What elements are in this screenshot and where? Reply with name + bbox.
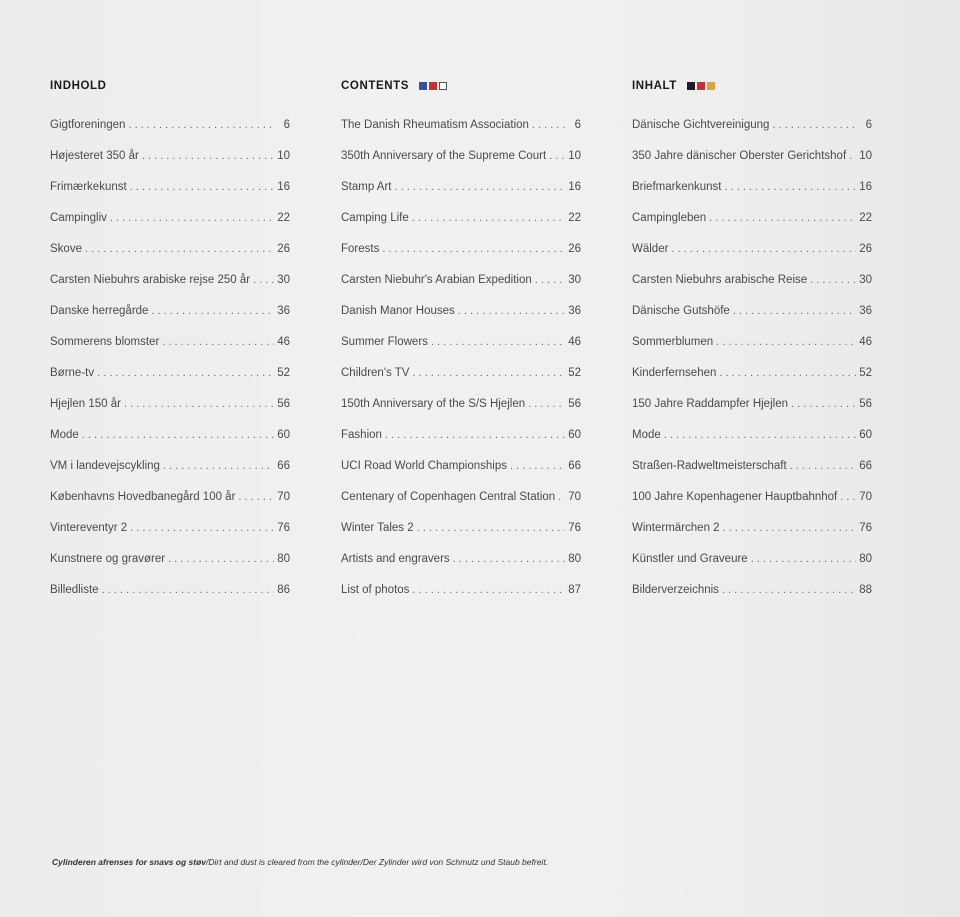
dot-leader bbox=[142, 150, 274, 162]
entry-page-number: 10 bbox=[277, 149, 290, 162]
dot-leader bbox=[719, 367, 856, 379]
dot-leader bbox=[840, 491, 856, 503]
entry-title: Gigtforeningen bbox=[50, 118, 126, 131]
toc-entry bbox=[341, 419, 581, 450]
entry-page-number: 66 bbox=[859, 459, 872, 472]
dot-leader bbox=[453, 553, 566, 565]
entry-title: Summer Flowers bbox=[341, 335, 428, 348]
entry-page-number: 26 bbox=[277, 242, 290, 255]
color-square bbox=[439, 82, 447, 90]
entry-title: Kunstnere og gravører bbox=[50, 552, 166, 565]
entry-title: Børne-tv bbox=[50, 366, 95, 379]
dot-leader bbox=[253, 274, 274, 286]
entry-title: Wälder bbox=[632, 242, 669, 255]
toc-entry bbox=[341, 295, 581, 326]
color-square bbox=[429, 82, 437, 90]
entry-title: The Danish Rheumatism Association bbox=[341, 118, 529, 131]
dot-leader bbox=[162, 336, 274, 348]
toc-entry bbox=[50, 264, 290, 295]
entry-page-number: 88 bbox=[859, 583, 872, 596]
toc-entry bbox=[632, 357, 872, 388]
toc-entry bbox=[50, 543, 290, 574]
entry-page-number: 60 bbox=[568, 428, 581, 441]
dot-leader bbox=[82, 429, 274, 441]
entry-title: Winter Tales 2 bbox=[341, 521, 414, 534]
dot-leader bbox=[532, 119, 566, 131]
dot-leader bbox=[97, 367, 274, 379]
toc-entry bbox=[50, 481, 290, 512]
entry-title: Children's TV bbox=[341, 366, 410, 379]
entry-title: Billedliste bbox=[50, 583, 99, 596]
entry-title: Fashion bbox=[341, 428, 382, 441]
column-heading bbox=[341, 78, 581, 94]
toc-entry bbox=[50, 450, 290, 481]
toc-entry bbox=[341, 140, 581, 171]
toc-entry bbox=[341, 388, 581, 419]
entry-page-number: 10 bbox=[859, 149, 872, 162]
flag-color-squares bbox=[419, 82, 447, 90]
toc-entry bbox=[632, 326, 872, 357]
entry-page-number: 56 bbox=[859, 397, 872, 410]
dot-leader bbox=[535, 274, 565, 286]
dot-leader bbox=[168, 553, 274, 565]
dot-leader bbox=[791, 398, 856, 410]
toc-entry bbox=[341, 512, 581, 543]
entry-title: Sommerblumen bbox=[632, 335, 714, 348]
dot-leader bbox=[163, 460, 274, 472]
toc-entry bbox=[632, 450, 872, 481]
entry-page-number: 80 bbox=[568, 552, 581, 565]
dot-leader bbox=[238, 491, 274, 503]
entry-page-number: 70 bbox=[568, 490, 581, 503]
toc-column-contents bbox=[341, 78, 581, 605]
footer-note-translations: /Dirt and dust is cleared from the cylinder/Der Zylinder wird von Schmutz und Staub befreit. bbox=[206, 857, 549, 867]
toc-entry bbox=[632, 233, 872, 264]
entry-page-number: 70 bbox=[859, 490, 872, 503]
entry-title: Campingleben bbox=[632, 211, 707, 224]
entry-page-number: 52 bbox=[568, 366, 581, 379]
dot-leader bbox=[724, 181, 856, 193]
toc-entry bbox=[50, 295, 290, 326]
dot-leader bbox=[849, 150, 856, 162]
dot-leader bbox=[751, 553, 857, 565]
entry-title: Artists and engravers bbox=[341, 552, 450, 565]
entry-page-number: 80 bbox=[277, 552, 290, 565]
toc-entry bbox=[341, 202, 581, 233]
toc-entry bbox=[50, 357, 290, 388]
entry-title: List of photos bbox=[341, 583, 410, 596]
dot-leader bbox=[716, 336, 856, 348]
entry-page-number: 22 bbox=[568, 211, 581, 224]
entry-page-number: 46 bbox=[859, 335, 872, 348]
toc-entry bbox=[632, 140, 872, 171]
color-square bbox=[697, 82, 705, 90]
toc-entry bbox=[341, 481, 581, 512]
dot-leader bbox=[110, 212, 274, 224]
color-square bbox=[419, 82, 427, 90]
entry-page-number: 70 bbox=[277, 490, 290, 503]
dot-leader bbox=[772, 119, 857, 131]
dot-leader bbox=[709, 212, 856, 224]
column-heading bbox=[50, 78, 290, 94]
toc-entry bbox=[341, 543, 581, 574]
toc-entry bbox=[632, 388, 872, 419]
toc-entry bbox=[50, 233, 290, 264]
entry-title: Centenary of Copenhagen Central Station bbox=[341, 490, 556, 503]
toc-entry bbox=[632, 419, 872, 450]
dot-leader bbox=[810, 274, 856, 286]
toc-entry bbox=[50, 512, 290, 543]
toc-entry bbox=[341, 450, 581, 481]
entry-title: Frimærkekunst bbox=[50, 180, 127, 193]
entry-page-number: 6 bbox=[283, 118, 290, 131]
entry-title: UCI Road World Championships bbox=[341, 459, 507, 472]
dot-leader bbox=[510, 460, 565, 472]
dot-leader bbox=[549, 150, 565, 162]
dot-leader bbox=[431, 336, 565, 348]
entry-title: Campingliv bbox=[50, 211, 107, 224]
dot-leader bbox=[102, 584, 275, 596]
toc-entry bbox=[341, 326, 581, 357]
toc-entry bbox=[341, 357, 581, 388]
entry-page-number: 86 bbox=[277, 583, 290, 596]
entry-title: Københavns Hovedbanegård 100 år bbox=[50, 490, 236, 503]
entry-title: Carsten Niebuhr's Arabian Expedition bbox=[341, 273, 532, 286]
entry-title: 150 Jahre Raddampfer Hjejlen bbox=[632, 397, 788, 410]
entry-title: 350th Anniversary of the Supreme Court bbox=[341, 149, 547, 162]
toc-entry bbox=[50, 419, 290, 450]
entry-page-number: 26 bbox=[568, 242, 581, 255]
color-square bbox=[707, 82, 715, 90]
entry-page-number: 52 bbox=[859, 366, 872, 379]
entry-page-number: 22 bbox=[859, 211, 872, 224]
dot-leader bbox=[558, 491, 565, 503]
toc-entry bbox=[632, 109, 872, 140]
toc-entry bbox=[341, 233, 581, 264]
entry-title: Straßen-Radweltmeisterschaft bbox=[632, 459, 787, 472]
entry-title: Carsten Niebuhrs arabiske rejse 250 år bbox=[50, 273, 251, 286]
column-heading-text: INHALT bbox=[632, 80, 677, 92]
entry-title: Mode bbox=[632, 428, 661, 441]
entry-title: Mode bbox=[50, 428, 79, 441]
dot-leader bbox=[385, 429, 565, 441]
dot-leader bbox=[130, 522, 274, 534]
toc-entry bbox=[632, 202, 872, 233]
toc-entry bbox=[341, 574, 581, 605]
entry-title: Sommerens blomster bbox=[50, 335, 160, 348]
entry-title: Danske herregårde bbox=[50, 304, 149, 317]
toc-entry bbox=[632, 512, 872, 543]
entry-page-number: 10 bbox=[568, 149, 581, 162]
toc-entry bbox=[50, 202, 290, 233]
entry-page-number: 56 bbox=[277, 397, 290, 410]
dot-leader bbox=[412, 584, 565, 596]
toc-entry bbox=[50, 109, 290, 140]
entry-page-number: 60 bbox=[277, 428, 290, 441]
entry-page-number: 30 bbox=[859, 273, 872, 286]
entry-page-number: 30 bbox=[277, 273, 290, 286]
toc-entry bbox=[632, 295, 872, 326]
entry-title: Briefmarkenkunst bbox=[632, 180, 722, 193]
dot-leader bbox=[151, 305, 274, 317]
entry-title: Carsten Niebuhrs arabische Reise bbox=[632, 273, 808, 286]
dot-leader bbox=[417, 522, 566, 534]
toc-column-inhalt bbox=[632, 78, 872, 605]
entry-page-number: 76 bbox=[859, 521, 872, 534]
toc-entry bbox=[632, 171, 872, 202]
entry-page-number: 56 bbox=[568, 397, 581, 410]
entry-page-number: 16 bbox=[277, 180, 290, 193]
entry-page-number: 66 bbox=[568, 459, 581, 472]
dot-leader bbox=[790, 460, 857, 472]
entry-page-number: 16 bbox=[568, 180, 581, 193]
entry-page-number: 46 bbox=[568, 335, 581, 348]
entry-page-number: 6 bbox=[574, 118, 581, 131]
entry-title: Wintermärchen 2 bbox=[632, 521, 720, 534]
entry-title: 150th Anniversary of the S/S Hjejlen bbox=[341, 397, 526, 410]
entry-title: Bilderverzeichnis bbox=[632, 583, 719, 596]
toc-column-indhold bbox=[50, 78, 290, 605]
dot-leader bbox=[124, 398, 274, 410]
entry-page-number: 30 bbox=[568, 273, 581, 286]
entry-page-number: 87 bbox=[568, 583, 581, 596]
toc-entry bbox=[632, 574, 872, 605]
dot-leader bbox=[412, 212, 565, 224]
dot-leader bbox=[664, 429, 856, 441]
entry-title: Dänische Gichtvereinigung bbox=[632, 118, 770, 131]
column-heading-text: INDHOLD bbox=[50, 80, 107, 92]
entry-title: Skove bbox=[50, 242, 82, 255]
toc-entry bbox=[341, 109, 581, 140]
entry-page-number: 36 bbox=[568, 304, 581, 317]
color-square bbox=[687, 82, 695, 90]
dot-leader bbox=[130, 181, 275, 193]
footer-note bbox=[52, 857, 548, 867]
footer-note-danish: Cylinderen afrenses for snavs og støv bbox=[52, 857, 206, 867]
entry-page-number: 76 bbox=[277, 521, 290, 534]
entry-page-number: 36 bbox=[859, 304, 872, 317]
entry-title: Vintereventyr 2 bbox=[50, 521, 128, 534]
entry-title: 100 Jahre Kopenhagener Hauptbahnhof bbox=[632, 490, 838, 503]
toc-entry bbox=[50, 574, 290, 605]
dot-leader bbox=[395, 181, 566, 193]
dot-leader bbox=[722, 584, 856, 596]
entry-page-number: 22 bbox=[277, 211, 290, 224]
entry-page-number: 76 bbox=[568, 521, 581, 534]
entry-title: Kinderfernsehen bbox=[632, 366, 717, 379]
dot-leader bbox=[382, 243, 565, 255]
column-heading bbox=[632, 78, 872, 94]
dot-leader bbox=[723, 522, 857, 534]
toc-entry bbox=[50, 326, 290, 357]
entry-page-number: 16 bbox=[859, 180, 872, 193]
entry-page-number: 46 bbox=[277, 335, 290, 348]
dot-leader bbox=[733, 305, 856, 317]
entry-title: 350 Jahre dänischer Oberster Gerichtshof bbox=[632, 149, 847, 162]
toc-entry bbox=[50, 140, 290, 171]
entry-page-number: 36 bbox=[277, 304, 290, 317]
entry-title: Stamp Art bbox=[341, 180, 392, 193]
dot-leader bbox=[458, 305, 565, 317]
entry-title: Künstler und Graveure bbox=[632, 552, 748, 565]
column-heading-text: CONTENTS bbox=[341, 80, 410, 92]
toc-entry bbox=[632, 264, 872, 295]
toc-entry bbox=[341, 171, 581, 202]
toc-entry bbox=[632, 481, 872, 512]
entry-page-number: 66 bbox=[277, 459, 290, 472]
dot-leader bbox=[671, 243, 856, 255]
dot-leader bbox=[412, 367, 565, 379]
entry-title: Danish Manor Houses bbox=[341, 304, 455, 317]
dot-leader bbox=[128, 119, 275, 131]
entry-title: Hjejlen 150 år bbox=[50, 397, 121, 410]
entry-title: VM i landevejscykling bbox=[50, 459, 160, 472]
entry-page-number: 6 bbox=[865, 118, 872, 131]
entry-page-number: 80 bbox=[859, 552, 872, 565]
entry-title: Camping Life bbox=[341, 211, 409, 224]
toc-entry bbox=[341, 264, 581, 295]
toc-entry bbox=[632, 543, 872, 574]
entry-title: Højesteret 350 år bbox=[50, 149, 139, 162]
toc-entry bbox=[50, 388, 290, 419]
dot-leader bbox=[528, 398, 565, 410]
entry-title: Forests bbox=[341, 242, 380, 255]
dot-leader bbox=[85, 243, 274, 255]
entry-page-number: 60 bbox=[859, 428, 872, 441]
entry-page-number: 26 bbox=[859, 242, 872, 255]
flag-color-squares bbox=[687, 82, 715, 90]
toc-entry bbox=[50, 171, 290, 202]
entry-title: Dänische Gutshöfe bbox=[632, 304, 730, 317]
entry-page-number: 52 bbox=[277, 366, 290, 379]
